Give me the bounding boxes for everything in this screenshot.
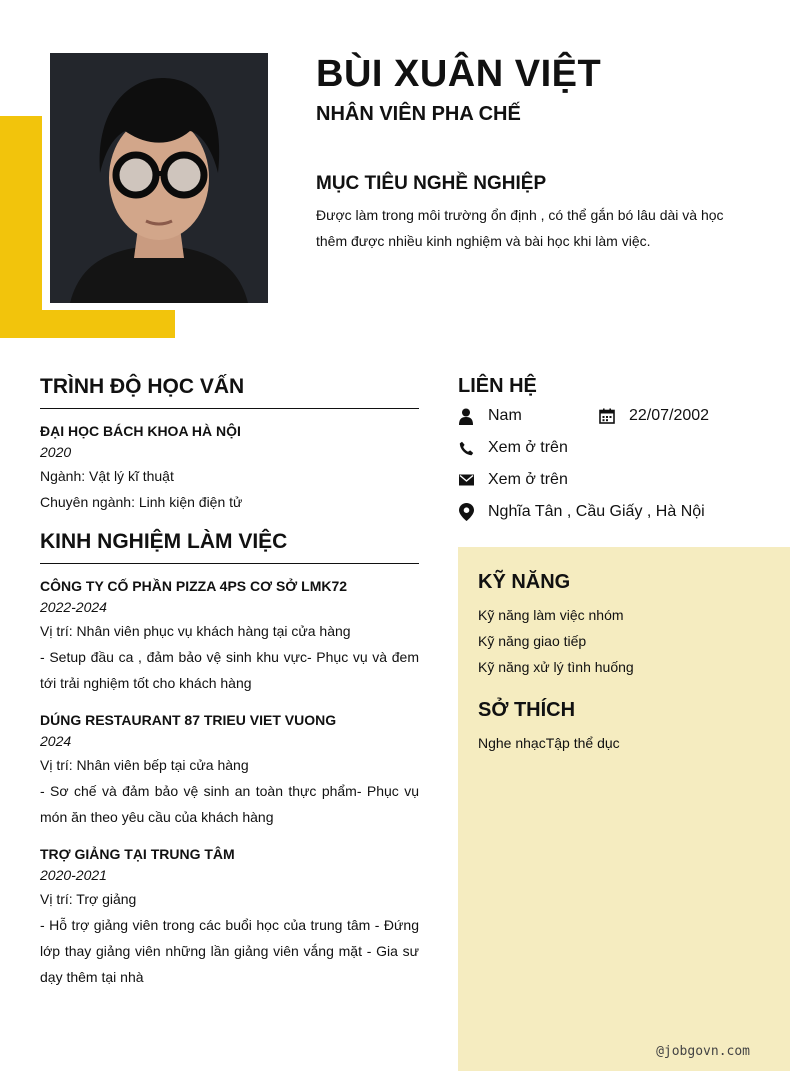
work-period: 2024 (40, 733, 72, 749)
skills-heading: KỸ NĂNG (478, 571, 571, 593)
experience-entry (40, 576, 419, 696)
person-icon (458, 407, 474, 425)
contact-address (458, 500, 705, 524)
accent-bar-horizontal (0, 310, 175, 338)
education-entry (40, 421, 419, 515)
job-description: - Sơ chế và đảm bảo vệ sinh an toàn thực phẩm- Phục vụ món ăn theo yêu cầu của khách hàng (40, 783, 419, 825)
education-heading: TRÌNH ĐỘ HỌC VẤN (40, 374, 419, 409)
contact-heading: LIÊN HỆ (458, 375, 537, 397)
phone-value[interactable]: Xem ở trên (488, 439, 568, 456)
address-value: Nghĩa Tân , Cầu Giấy , Hà Nội (488, 503, 705, 520)
calendar-icon (598, 407, 616, 425)
work-period: 2022-2024 (40, 599, 107, 615)
skills-list (478, 602, 634, 680)
objective-heading: MỤC TIÊU NGHỀ NGHIỆP (316, 173, 547, 194)
skills-panel (458, 547, 790, 1071)
job-role: Vị trí: Nhân viên bếp tại cửa hàng (40, 757, 249, 773)
experience-entry (40, 844, 419, 990)
education-major: Ngành: Vật lý kĩ thuật (40, 468, 174, 484)
hobbies-heading: SỞ THÍCH (478, 699, 576, 721)
experience-entry (40, 710, 419, 830)
job-title: NHÂN VIÊN PHA CHẾ (316, 103, 521, 125)
hobbies-list (478, 730, 620, 756)
education-year: 2020 (40, 444, 72, 460)
phone-icon (458, 439, 474, 457)
contact-birthdate (598, 404, 709, 428)
experience-heading: KINH NGHIỆM LÀM VIỆC (40, 529, 419, 564)
education-specialization: Chuyên ngành: Linh kiện điện tử (40, 494, 243, 510)
hobby-item: Nghe nhạcTập thể dục (478, 735, 620, 751)
candidate-name: BÙI XUÂN VIỆT (316, 53, 602, 95)
contact-email (458, 468, 568, 492)
birthdate-value: 22/07/2002 (629, 407, 710, 424)
company-name: DÚNG RESTAURANT 87 TRIEU VIET VUONG (40, 712, 337, 728)
company-name: TRỢ GIẢNG TẠI TRUNG TÂM (40, 846, 235, 862)
job-description: - Setup đầu ca , đảm bảo vệ sinh khu vực- Phục vụ và đem tới trải nghiệm tốt cho khách hàng (40, 649, 419, 691)
mail-icon (458, 471, 474, 489)
school-name: ĐẠI HỌC BÁCH KHOA HÀ NỘI (40, 423, 241, 439)
job-role: Vị trí: Trợ giảng (40, 891, 137, 907)
contact-phone (458, 436, 568, 460)
job-description: - Hỗ trợ giảng viên trong các buổi học của trung tâm - Đứng lớp thay giảng viên những lần giảng viên vắng mặt - Gia sư dạy thêm tại nhà (40, 917, 419, 985)
skill-item: Kỹ năng xử lý tình huống (478, 659, 634, 675)
skill-item: Kỹ năng làm việc nhóm (478, 607, 624, 623)
objective-text: Được làm trong môi trường ổn định , có thể gắn bó lâu dài và học thêm được nhiều kinh nghiệm và bài học khi làm việc. (316, 207, 724, 249)
work-period: 2020-2021 (40, 867, 107, 883)
job-role: Vị trí: Nhân viên phục vụ khách hàng tại cửa hàng (40, 623, 351, 639)
contact-gender (458, 404, 522, 428)
company-name: CÔNG TY CỐ PHẦN PIZZA 4PS CƠ SỞ LMK72 (40, 578, 348, 594)
skill-item: Kỹ năng giao tiếp (478, 633, 587, 649)
left-column (40, 374, 419, 1004)
email-value[interactable]: Xem ở trên (488, 471, 568, 488)
watermark: @jobgovn.com (656, 1044, 750, 1059)
location-pin-icon (458, 503, 474, 521)
profile-photo (50, 53, 268, 303)
gender-value: Nam (488, 407, 522, 424)
accent-bar-vertical (0, 116, 42, 338)
